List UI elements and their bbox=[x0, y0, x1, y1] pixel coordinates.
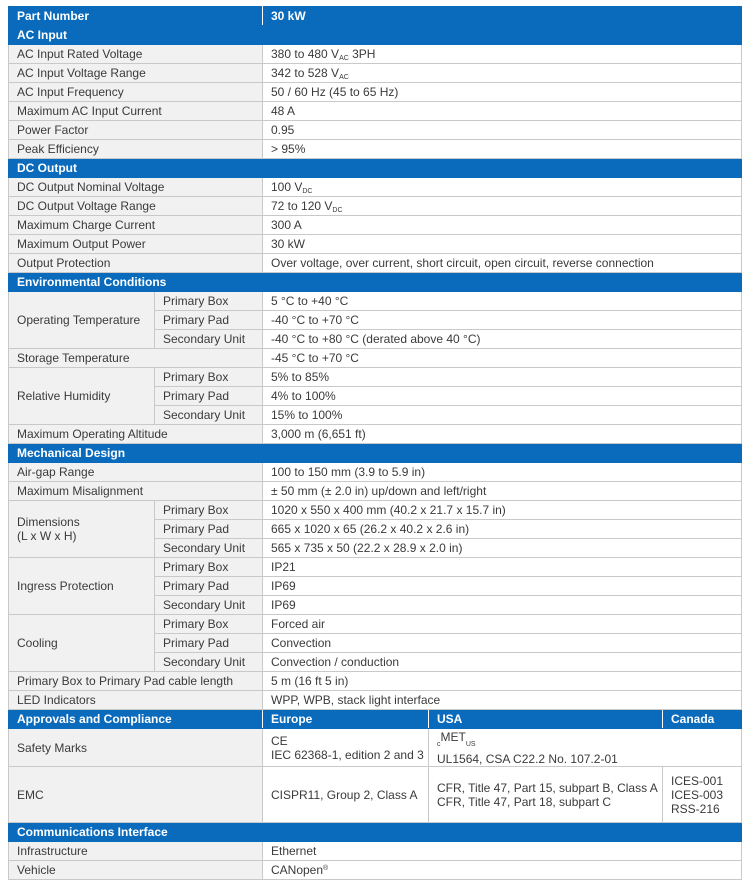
spec-value: 5 °C to +40 °C bbox=[263, 292, 742, 311]
spec-value: 100 $V_{DC}$ bbox=[263, 178, 742, 197]
spec-value: IP21 bbox=[263, 558, 742, 577]
spec-value: 5% to 85% bbox=[263, 368, 742, 387]
spec-row bbox=[9, 615, 742, 634]
spec-value: 0.95 bbox=[263, 121, 742, 140]
sub-label: Secondary Unit bbox=[155, 596, 263, 615]
spec-row bbox=[9, 842, 742, 861]
spec-label: AC Input Rated Voltage bbox=[9, 45, 263, 64]
spec-value: 4% to 100% bbox=[263, 387, 742, 406]
section-communications bbox=[9, 823, 742, 842]
spec-row bbox=[9, 501, 742, 520]
spec-row bbox=[9, 691, 742, 710]
spec-row bbox=[9, 368, 742, 387]
sub-label: Secondary Unit bbox=[155, 539, 263, 558]
sub-label: Primary Pad bbox=[155, 634, 263, 653]
spec-label: Storage Temperature bbox=[9, 349, 263, 368]
spec-row bbox=[9, 729, 742, 767]
spec-row bbox=[9, 558, 742, 577]
section-title: Approvals and Compliance bbox=[9, 710, 263, 729]
spec-label: Infrastructure bbox=[9, 842, 263, 861]
sub-label: Primary Box bbox=[155, 292, 263, 311]
part-number-header: Part Number bbox=[9, 7, 263, 26]
europe-value: CE IEC 62368-1, edition 2 and 3 bbox=[263, 729, 429, 767]
spec-value: > 95% bbox=[263, 140, 742, 159]
section-title: Environmental Conditions bbox=[9, 273, 742, 292]
section-ac-input bbox=[9, 26, 742, 45]
spec-value: 72 to 120 $V_{DC}$ bbox=[263, 197, 742, 216]
sub-label: Secondary Unit bbox=[155, 653, 263, 672]
spec-value: 342 to 528 $V_{AC}$ bbox=[263, 64, 742, 83]
section-mechanical bbox=[9, 444, 742, 463]
spec-row bbox=[9, 102, 742, 121]
sub-label: Secondary Unit bbox=[155, 330, 263, 349]
spec-row bbox=[9, 463, 742, 482]
spec-label: LED Indicators bbox=[9, 691, 263, 710]
spec-value: Over voltage, over current, short circuit, open circuit, reverse connection bbox=[263, 254, 742, 273]
spec-row bbox=[9, 425, 742, 444]
sub-label: Primary Pad bbox=[155, 577, 263, 596]
section-title: AC Input bbox=[9, 26, 742, 45]
spec-row bbox=[9, 861, 742, 880]
spec-value: Convection bbox=[263, 634, 742, 653]
spec-label: Dimensions (L x W x H) bbox=[9, 501, 155, 558]
spec-value: ± 50 mm (± 2.0 in) up/down and left/right bbox=[263, 482, 742, 501]
usa-value: cMETUS UL1564, CSA C22.2 No. 107.2-01 bbox=[429, 729, 742, 767]
section-dc-output bbox=[9, 159, 742, 178]
spec-value: -45 °C to +70 °C bbox=[263, 349, 742, 368]
spec-value: IP69 bbox=[263, 596, 742, 615]
spec-value: 30 kW bbox=[263, 235, 742, 254]
section-title: Mechanical Design bbox=[9, 444, 742, 463]
spec-value: 565 x 735 x 50 (22.2 x 28.9 x 2.0 in) bbox=[263, 539, 742, 558]
sub-label: Primary Pad bbox=[155, 311, 263, 330]
spec-value: Forced air bbox=[263, 615, 742, 634]
region-canada: Canada bbox=[663, 710, 742, 729]
spec-value: 50 / 60 Hz (45 to 65 Hz) bbox=[263, 83, 742, 102]
spec-value: 380 to 480 $V_{AC}$ 3PH bbox=[263, 45, 742, 64]
spec-value: WPP, WPB, stack light interface bbox=[263, 691, 742, 710]
spec-row bbox=[9, 140, 742, 159]
region-europe: Europe bbox=[263, 710, 429, 729]
sub-label: Primary Box bbox=[155, 501, 263, 520]
spec-label: Maximum Misalignment bbox=[9, 482, 263, 501]
spec-row bbox=[9, 254, 742, 273]
spec-value: 3,000 m (6,651 ft) bbox=[263, 425, 742, 444]
spec-row bbox=[9, 482, 742, 501]
spec-table bbox=[8, 6, 742, 880]
model-header: 30 kW bbox=[263, 7, 742, 26]
spec-value: Convection / conduction bbox=[263, 653, 742, 672]
spec-row bbox=[9, 83, 742, 102]
spec-value: 100 to 150 mm (3.9 to 5.9 in) bbox=[263, 463, 742, 482]
spec-label: Power Factor bbox=[9, 121, 263, 140]
spec-label: Maximum Operating Altitude bbox=[9, 425, 263, 444]
spec-row bbox=[9, 672, 742, 691]
section-title: DC Output bbox=[9, 159, 742, 178]
spec-value: Ethernet bbox=[263, 842, 742, 861]
spec-row bbox=[9, 216, 742, 235]
spec-row bbox=[9, 197, 742, 216]
spec-label: DC Output Nominal Voltage bbox=[9, 178, 263, 197]
spec-label: DC Output Voltage Range bbox=[9, 197, 263, 216]
spec-row bbox=[9, 45, 742, 64]
usa-value: CFR, Title 47, Part 15, subpart B, Class A CFR, Title 47, Part 18, subpart C bbox=[429, 767, 663, 823]
spec-label: Peak Efficiency bbox=[9, 140, 263, 159]
sub-label: Primary Box bbox=[155, 558, 263, 577]
spec-label: Ingress Protection bbox=[9, 558, 155, 615]
spec-row bbox=[9, 767, 742, 823]
spec-label: AC Input Voltage Range bbox=[9, 64, 263, 83]
spec-label: Maximum Charge Current bbox=[9, 216, 263, 235]
met-mark: cMETUS bbox=[437, 729, 476, 748]
spec-label: EMC bbox=[9, 767, 263, 823]
spec-value: 5 m (16 ft 5 in) bbox=[263, 672, 742, 691]
sub-label: Primary Pad bbox=[155, 387, 263, 406]
spec-value: -40 °C to +70 °C bbox=[263, 311, 742, 330]
spec-value: 15% to 100% bbox=[263, 406, 742, 425]
section-approvals bbox=[9, 710, 742, 729]
spec-row bbox=[9, 349, 742, 368]
canada-value: ICES-001 ICES-003 RSS-216 bbox=[663, 767, 742, 823]
spec-row bbox=[9, 64, 742, 83]
spec-label: Vehicle bbox=[9, 861, 263, 880]
spec-label: Output Protection bbox=[9, 254, 263, 273]
spec-row bbox=[9, 121, 742, 140]
spec-row bbox=[9, 235, 742, 254]
spec-label: Primary Box to Primary Pad cable length bbox=[9, 672, 263, 691]
spec-value: 665 x 1020 x 65 (26.2 x 40.2 x 2.6 in) bbox=[263, 520, 742, 539]
spec-label: Maximum Output Power bbox=[9, 235, 263, 254]
sub-label: Primary Box bbox=[155, 368, 263, 387]
spec-value: IP69 bbox=[263, 577, 742, 596]
spec-label: Relative Humidity bbox=[9, 368, 155, 425]
spec-label: Air-gap Range bbox=[9, 463, 263, 482]
region-usa: USA bbox=[429, 710, 663, 729]
section-environmental bbox=[9, 273, 742, 292]
section-title: Communications Interface bbox=[9, 823, 742, 842]
spec-label: AC Input Frequency bbox=[9, 83, 263, 102]
spec-value: CANopen® bbox=[263, 861, 742, 880]
spec-label: Cooling bbox=[9, 615, 155, 672]
sub-label: Primary Pad bbox=[155, 520, 263, 539]
spec-label: Maximum AC Input Current bbox=[9, 102, 263, 121]
spec-row bbox=[9, 292, 742, 311]
spec-value: 1020 x 550 x 400 mm (40.2 x 21.7 x 15.7 in) bbox=[263, 501, 742, 520]
header-row bbox=[9, 7, 742, 26]
spec-label: Operating Temperature bbox=[9, 292, 155, 349]
europe-value: CISPR11, Group 2, Class A bbox=[263, 767, 429, 823]
spec-row bbox=[9, 178, 742, 197]
spec-value: 48 A bbox=[263, 102, 742, 121]
sub-label: Primary Box bbox=[155, 615, 263, 634]
spec-value: 300 A bbox=[263, 216, 742, 235]
spec-label: Safety Marks bbox=[9, 729, 263, 767]
spec-value: -40 °C to +80 °C (derated above 40 °C) bbox=[263, 330, 742, 349]
sub-label: Secondary Unit bbox=[155, 406, 263, 425]
